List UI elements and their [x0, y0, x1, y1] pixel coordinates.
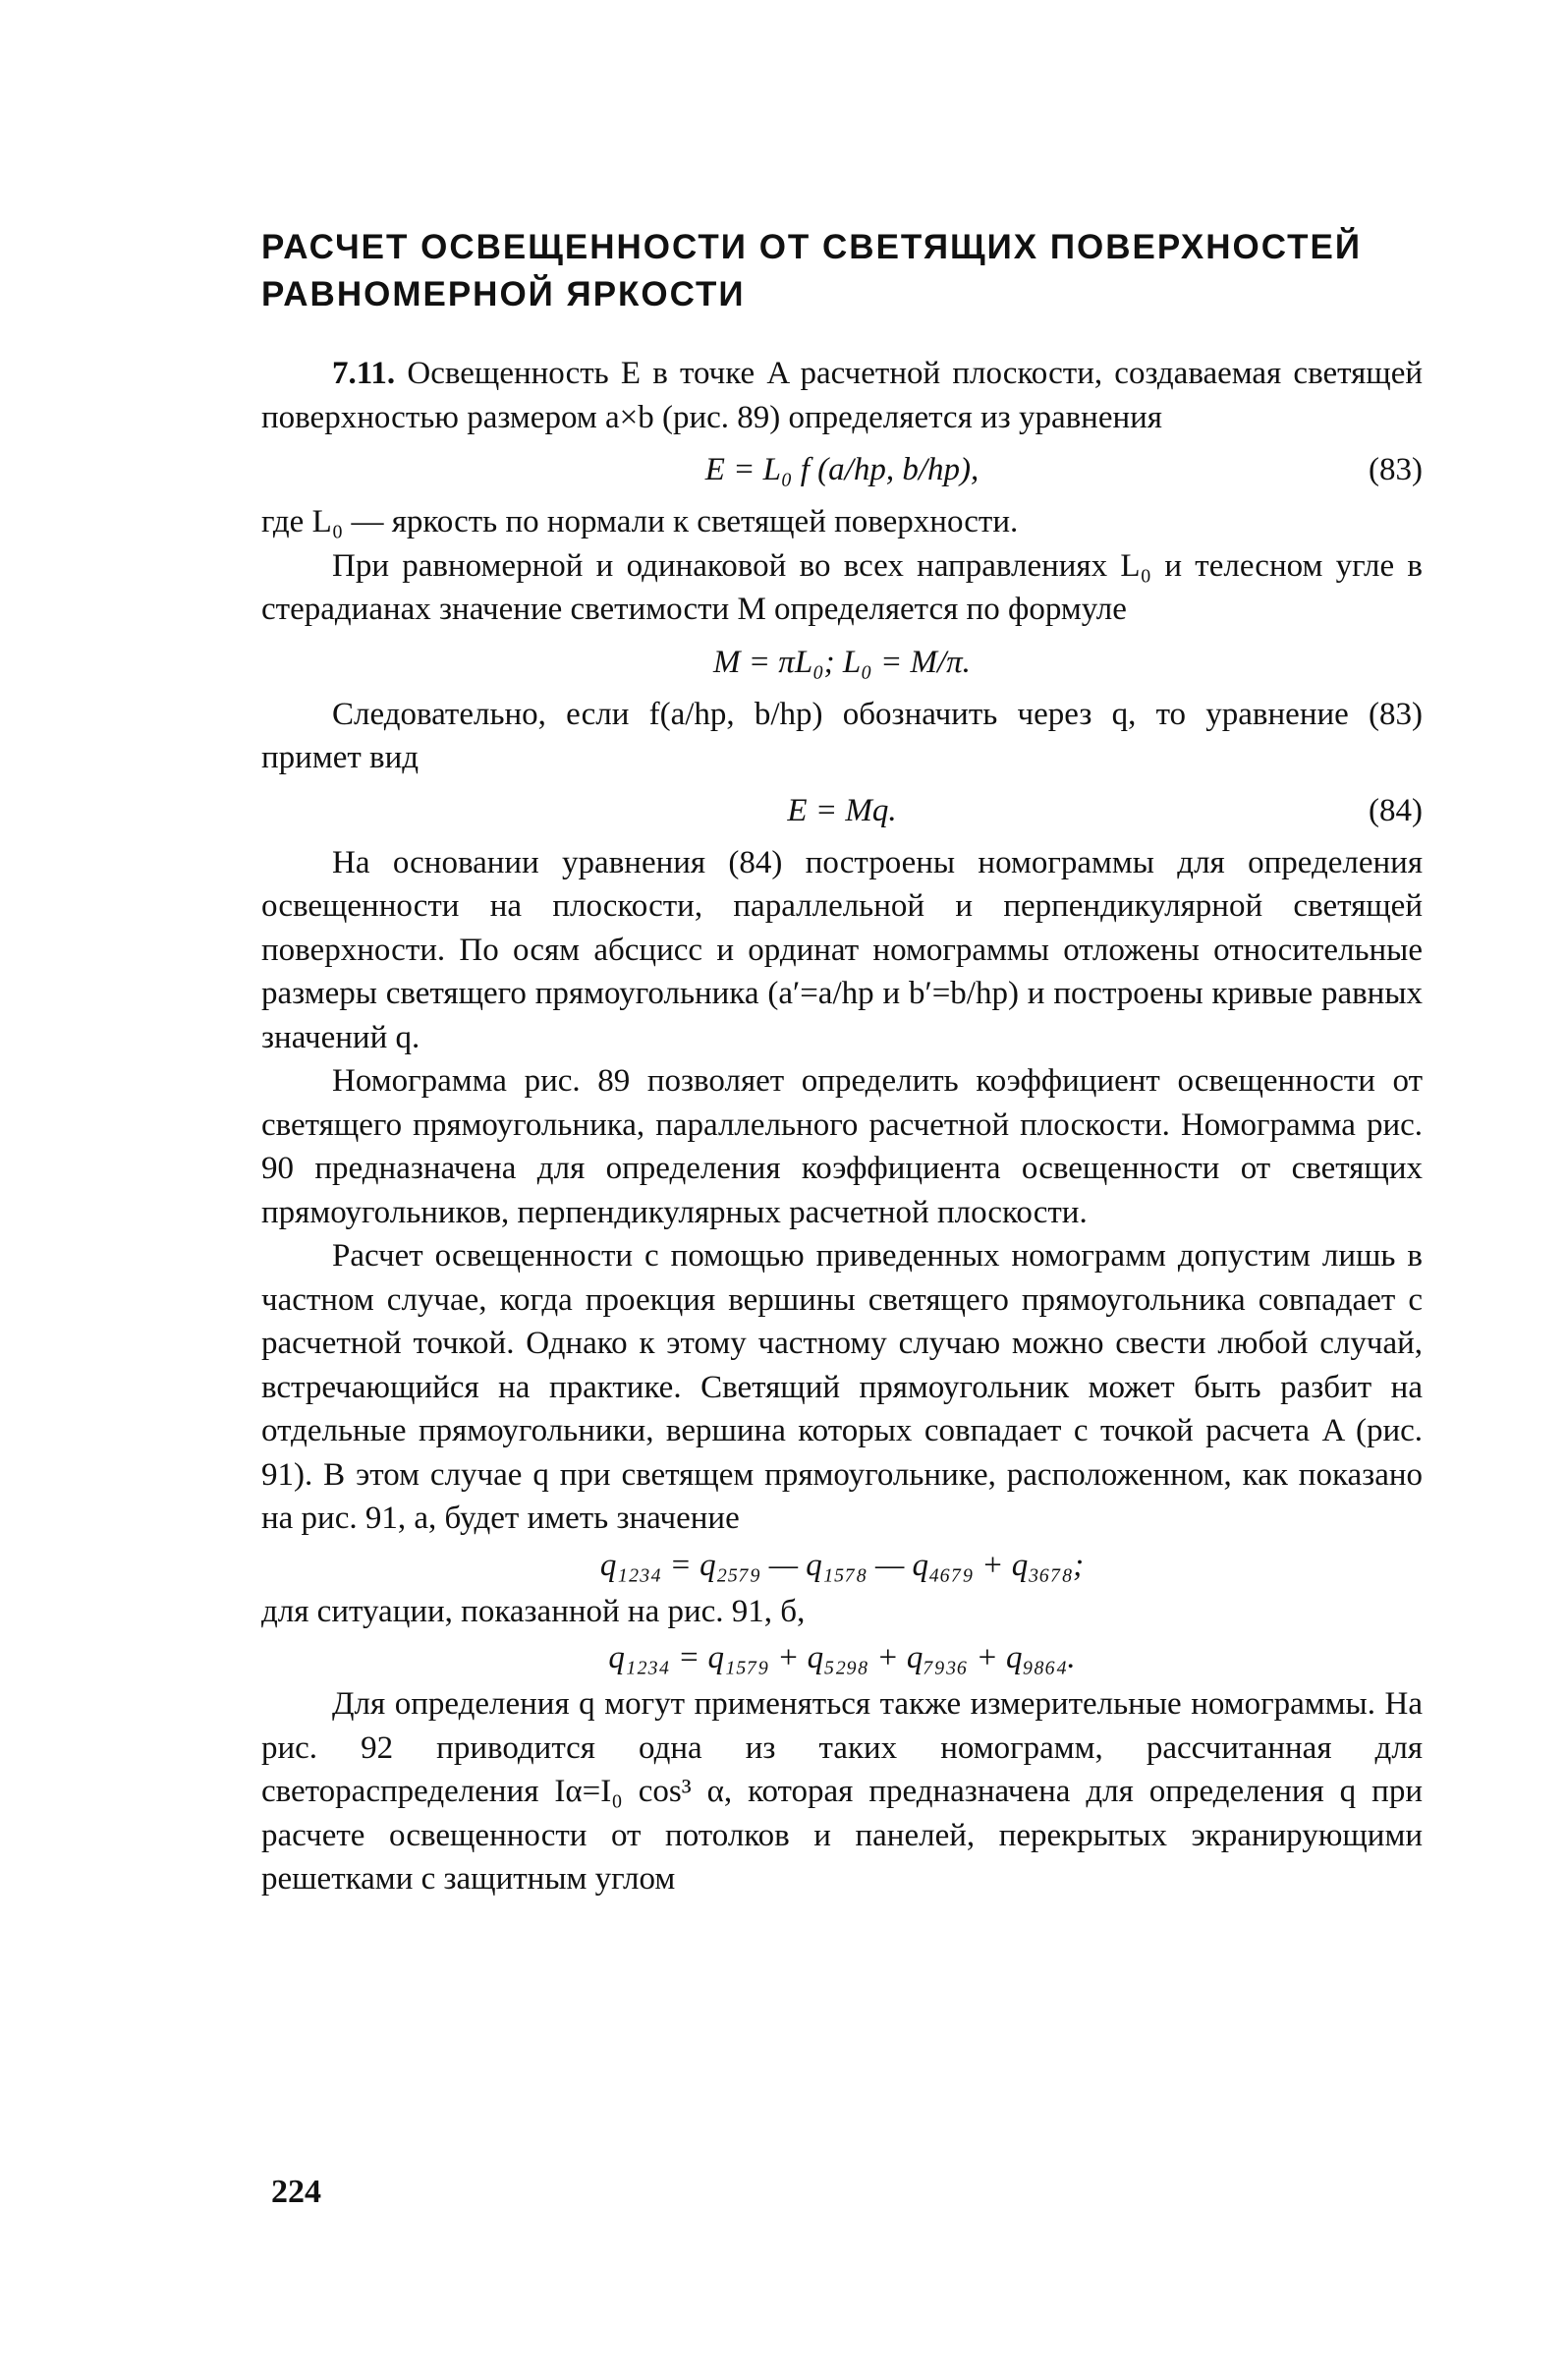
paragraph-consequently: Следовательно, если f(a/hр, b/hр) обозначить через q, то уравнение (83) примет вид — [261, 696, 1423, 775]
paragraph-nomograms: На основании уравнения (84) построены номограммы для определения освещенности на плоскости, параллельной и перпендикулярной светящей поверхности. По осям абсцисс и ординат номограммы отложены относительные размеры светящего прямоугольника (a′=a/hр и b′=b/hр) и построены кривые равных значений q. — [261, 844, 1423, 1055]
equation-83-number: (83) — [1369, 452, 1423, 487]
page-number: 224 — [271, 2174, 321, 2210]
equation-84 — [261, 784, 1423, 837]
body-text — [261, 352, 1423, 1901]
equation-83 — [261, 443, 1423, 496]
section-heading — [261, 224, 1440, 318]
equation-83-body: E = L₀ f (a/hр, b/hр), — [704, 452, 979, 487]
paragraph-7-11 — [261, 352, 1423, 439]
equation-q-a-body: q₁₂₃₄ = q₂₅₇₉ — q₁₅₇₈ — q₄₆₇₉ + q₃₆₇₈; — [599, 1547, 1085, 1583]
equation-84-number: (84) — [1369, 792, 1423, 828]
paragraph-calculation: Расчет освещенности с помощью приведенных номограмм допустим лишь в частном случае, когда проекция вершины светящего прямоугольника совпадает с расчетной точкой. Однако к этому частному случаю можно свести любой случай, встречающийся на практике. Светящий прямоугольник может быть разбит на отдельные прямоугольники, вершина которых совпадает с точкой расчета A (рис. 91). В этом случае q при светящем прямоугольнике, расположенном, как показано на рис. 91, а, будет иметь значение — [261, 1238, 1423, 1536]
paragraph-7-11-text: Освещенность E в точке A расчетной плоскости, создаваемая светящей поверхностью размером a×b (рис. 89) определяется из уравнения — [261, 356, 1423, 435]
paragraph-luminosity: При равномерной и одинаковой во всех направлениях L₀ и телесном угле в стерадианах значение светимости M определяется по формуле — [261, 547, 1423, 627]
paragraph-where-l0: где L₀ — яркость по нормали к светящей поверхности. — [261, 504, 1019, 539]
heading-line-2: РАВНОМЕРНОЙ ЯРКОСТИ — [261, 275, 746, 313]
equation-m — [261, 636, 1423, 689]
heading-line-1: РАСЧЕТ ОСВЕЩЕННОСТИ ОТ СВЕТЯЩИХ ПОВЕРХНОСТЕЙ — [261, 228, 1363, 266]
equation-q-b-body: q₁₂₃₄ = q₁₅₇₉ + q₅₂₉₈ + q₇₉₃₆ + q₉₈₆₄. — [608, 1640, 1076, 1675]
paragraph-measuring-nomograms: Для определения q могут применяться также измерительные номограммы. На рис. 92 приводится одна из таких номограмм, рассчитанная для светораспределения Iα=I₀ cos³ α, которая предназначена для определения q при расчете освещенности от потолков и панелей, перекрытых экранирующими решетками с защитным углом — [261, 1686, 1423, 1897]
equation-q-b — [261, 1633, 1423, 1682]
paragraph-situation-b: для ситуации, показанной на рис. 91, б, — [261, 1593, 806, 1629]
equation-m-body: M = πL₀; L₀ = M/π. — [713, 644, 971, 680]
equation-q-a — [261, 1541, 1423, 1590]
equation-84-body: E = Mq. — [787, 792, 897, 828]
paragraph-nomogram-89-90: Номограмма рис. 89 позволяет определить коэффициент освещенности от светящего прямоугольника, параллельного расчетной плоскости. Номограмма рис. 90 предназначена для определения коэффициента освещенности от светящих прямоугольников, перпендикулярных расчетной плоскости. — [261, 1063, 1423, 1230]
section-number: 7.11. — [332, 356, 396, 391]
